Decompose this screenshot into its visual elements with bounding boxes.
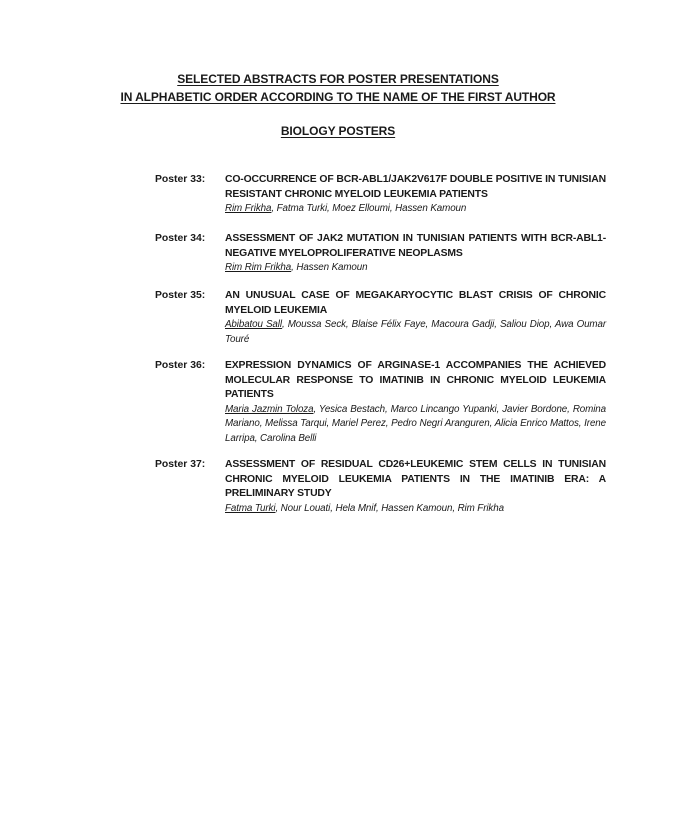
- poster-body: [225, 173, 606, 217]
- poster-body: [225, 232, 606, 276]
- document-heading-line-1: SELECTED ABSTRACTS FOR POSTER PRESENTATIONS: [177, 72, 499, 86]
- first-author: Fatma Turki: [225, 502, 276, 514]
- poster-number: Poster 33:: [155, 174, 206, 185]
- co-authors: , Moussa Seck, Blaise Félix Faye, Macoura Gadji, Saliou Diop, Awa Oumar Touré: [225, 319, 607, 345]
- poster-title: ASSESSMENT OF RESIDUAL CD26+LEUKEMIC STEM CELLS IN TUNISIAN CHRONIC MYELOID LEUKEMIA PATIENTS IN THE IMATINIB ERA: A PRELIMINARY STUDY: [225, 459, 606, 499]
- poster-title: ASSESSMENT OF JAK2 MUTATION IN TUNISIAN PATIENTS WITH BCR-ABL1-NEGATIVE MYELOPROLIFERATIVE NEOPLASMS: [225, 233, 606, 259]
- poster-title: AN UNUSUAL CASE OF MEGAKARYOCYTIC BLAST CRISIS OF CHRONIC MYELOID LEUKEMIA: [225, 290, 606, 316]
- section-title: BIOLOGY POSTERS: [280, 124, 396, 138]
- poster-number: Poster 34:: [155, 233, 206, 244]
- poster-body: [225, 359, 606, 446]
- poster-title: CO-OCCURRENCE OF BCR-ABL1/JAK2V617F DOUBLE POSITIVE IN TUNISIAN RESISTANT CHRONIC MYELOID LEUKEMIA PATIENTS: [225, 174, 606, 200]
- first-author: Rim Frikha: [225, 203, 272, 214]
- co-authors: , Nour Louati, Hela Mnif, Hassen Kamoun, Rim Frikha: [275, 502, 504, 514]
- poster-authors: [225, 202, 606, 217]
- co-authors: , Hassen Kamoun: [291, 262, 368, 273]
- poster-body: [225, 289, 606, 347]
- poster-authors: [225, 261, 606, 276]
- poster-authors: [225, 403, 606, 447]
- poster-number: Poster 36:: [155, 360, 206, 371]
- poster-title: EXPRESSION DYNAMICS OF ARGINASE-1 ACCOMPANIES THE ACHIEVED MOLECULAR RESPONSE TO IMATINIB IN CHRONIC MYELOID LEUKEMIA PATIENTS: [225, 360, 606, 400]
- first-author: Rim Rim Frikha: [225, 262, 292, 273]
- first-author: Abibatou Sall: [225, 319, 282, 330]
- poster-number: Poster 35:: [155, 290, 206, 301]
- poster-body: [225, 458, 606, 516]
- co-authors: , Fatma Turki, Moez Elloumi, Hassen Kamoun: [271, 203, 467, 214]
- first-author: Maria Jazmin Toloza: [225, 403, 314, 415]
- co-authors: , Yesica Bestach, Marco Lincango Yupanki, Javier Bordone, Romina Mariano, Melissa Tarqui, Mariel Perez, Pedro Negri Aranguren, Alicia Enrico Mattos, Irene Larripa, Carolina Belli: [225, 403, 606, 444]
- poster-authors: [225, 318, 606, 347]
- poster-authors: [225, 502, 606, 517]
- document-heading-line-2: IN ALPHABETIC ORDER ACCORDING TO THE NAME OF THE FIRST AUTHOR: [120, 90, 556, 104]
- poster-number: Poster 37:: [155, 459, 206, 470]
